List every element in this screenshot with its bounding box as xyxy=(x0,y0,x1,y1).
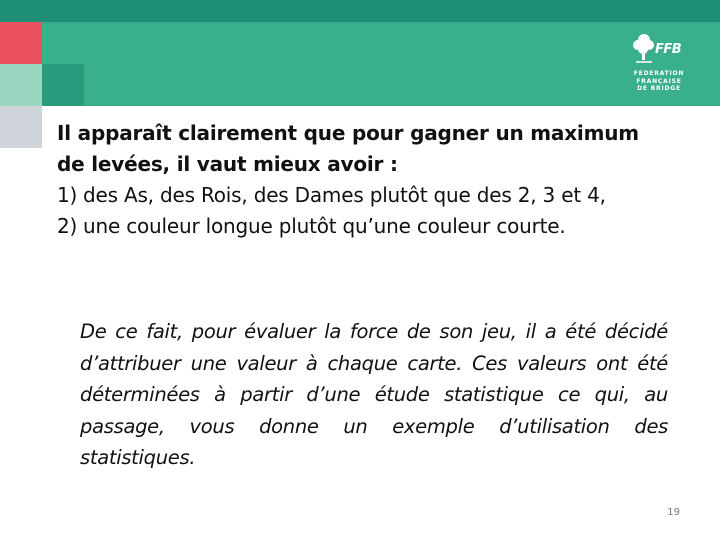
ffb-logo xyxy=(628,32,688,94)
page-number: 19 xyxy=(667,507,680,518)
decor-square-light-green xyxy=(0,64,42,106)
main-text xyxy=(57,118,697,242)
header-banner xyxy=(42,22,720,106)
tree-icon xyxy=(632,32,656,66)
logo-text xyxy=(632,70,686,93)
intro-line-2: de levées, il vaut mieux avoir : xyxy=(57,152,398,176)
list-item-number: 2) xyxy=(57,214,78,238)
top-bar xyxy=(0,0,720,22)
decor-square-grey xyxy=(0,106,42,148)
decor-square-dark-green xyxy=(42,64,84,106)
logo-line-2: FRANÇAISE xyxy=(636,77,682,85)
logo-abbreviation: FFB xyxy=(655,42,682,57)
logo-line-1: FEDERATION xyxy=(633,70,685,77)
quote-paragraph: De ce fait, pour évaluer la force de son jeu, il a été décidé d’attribuer une valeur à chaque carte. Ces valeurs ont été déterminées à partir d’une étude statistique ce qui, au passage, vous donne un exemple d’utilisation des statistiques. xyxy=(80,320,668,469)
list-item-text: des As, des Rois, des Dames plutôt que des 2, 3 et 4, xyxy=(83,183,606,207)
decor-square-red xyxy=(0,22,42,64)
logo-line-3: DE BRIDGE xyxy=(637,85,681,92)
list-item-number: 1) xyxy=(57,183,78,207)
list-item xyxy=(57,211,697,242)
intro-line-1: Il apparaît clairement que pour gagner un maximum xyxy=(57,121,639,145)
list-item-text: une couleur longue plutôt qu’une couleur courte. xyxy=(83,214,566,238)
list-item xyxy=(57,180,697,211)
